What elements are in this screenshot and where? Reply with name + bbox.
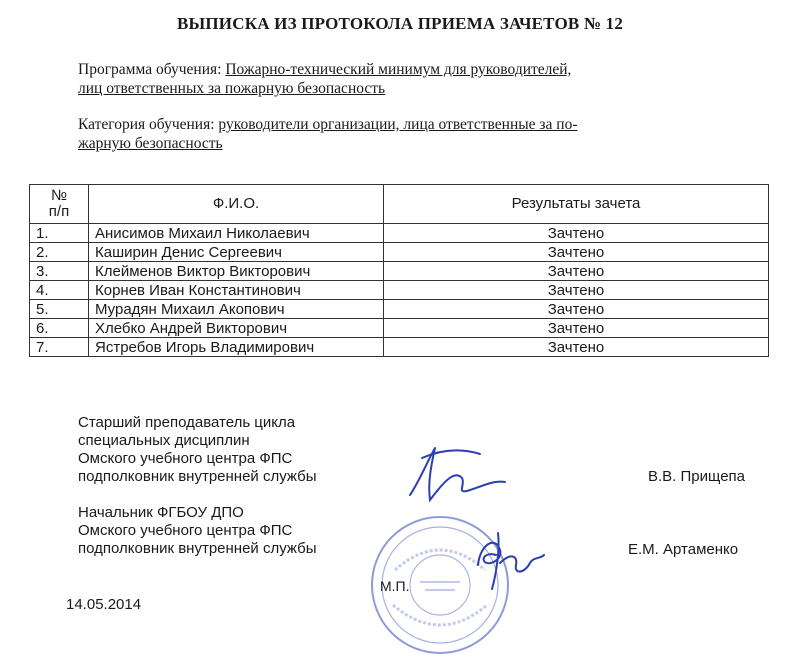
signatory1-line: Омского учебного центра ФПС <box>78 450 293 467</box>
stamp-place-label: М.П. <box>380 578 410 594</box>
signatory1-line: специальных дисциплин <box>78 432 250 449</box>
table-row <box>30 319 769 338</box>
row-number: 6. <box>30 319 89 338</box>
table-row <box>30 262 769 281</box>
signature-artamenko <box>470 525 550 595</box>
signatory1-position <box>78 414 378 486</box>
program-value-line2: лиц ответственных за пожарную безопасность <box>78 80 386 97</box>
row-result: Зачтено <box>384 281 769 300</box>
signatory1-line: Старший преподаватель цикла <box>78 414 296 431</box>
row-result: Зачтено <box>384 224 769 243</box>
row-number: 1. <box>30 224 89 243</box>
table-row <box>30 281 769 300</box>
header-name: Ф.И.О. <box>89 185 384 224</box>
program-label: Программа обучения: <box>78 61 222 78</box>
signatory1-line: подполковник внутренней службы <box>78 468 317 485</box>
table-row <box>30 338 769 357</box>
signature-prishchepa <box>400 440 510 510</box>
header-number <box>30 185 89 224</box>
row-number: 2. <box>30 243 89 262</box>
row-name: Клейменов Виктор Викторович <box>89 262 384 281</box>
signatory2-name: Е.М. Артаменко <box>628 541 739 558</box>
row-result: Зачтено <box>384 243 769 262</box>
category-value-line1: руководители организации, лица ответственные за по- <box>218 116 578 133</box>
results-table <box>29 184 769 357</box>
signatory2-position <box>78 504 378 558</box>
row-name: Корнев Иван Константинович <box>89 281 384 300</box>
header-result: Результаты зачета <box>384 185 769 224</box>
row-name: Анисимов Михаил Николаевич <box>89 224 384 243</box>
category-value-line2: жарную безопасность <box>78 135 223 152</box>
signatory2-line: Омского учебного центра ФПС <box>78 522 293 539</box>
row-name: Мурадян Михаил Акопович <box>89 300 384 319</box>
signatory2-line: Начальник ФГБОУ ДПО <box>78 504 244 521</box>
table-header-row <box>30 185 769 224</box>
category-label: Категория обучения: <box>78 116 215 133</box>
header-number-line1: № <box>50 187 68 204</box>
row-result: Зачтено <box>384 300 769 319</box>
row-name: Каширин Денис Сергеевич <box>89 243 384 262</box>
row-result: Зачтено <box>384 338 769 357</box>
table-row <box>30 243 769 262</box>
table-row <box>30 224 769 243</box>
row-number: 4. <box>30 281 89 300</box>
row-result: Зачтено <box>384 262 769 281</box>
document-date: 14.05.2014 <box>66 596 142 613</box>
row-name: Ястребов Игорь Владимирович <box>89 338 384 357</box>
row-number: 7. <box>30 338 89 357</box>
table-row <box>30 300 769 319</box>
row-number: 5. <box>30 300 89 319</box>
document-title: ВЫПИСКА ИЗ ПРОТОКОЛА ПРИЕМА ЗАЧЕТОВ № 12 <box>176 14 624 33</box>
signatory2-line: подполковник внутренней службы <box>78 540 317 557</box>
row-name: Хлебко Андрей Викторович <box>89 319 384 338</box>
signatory1-name: В.В. Прищепа <box>648 468 745 485</box>
program-paragraph <box>78 60 718 98</box>
row-result: Зачтено <box>384 319 769 338</box>
program-value-line1: Пожарно-технический минимум для руководителей, <box>225 61 572 78</box>
category-paragraph <box>78 115 718 153</box>
header-number-line2: п/п <box>48 203 70 220</box>
row-number: 3. <box>30 262 89 281</box>
